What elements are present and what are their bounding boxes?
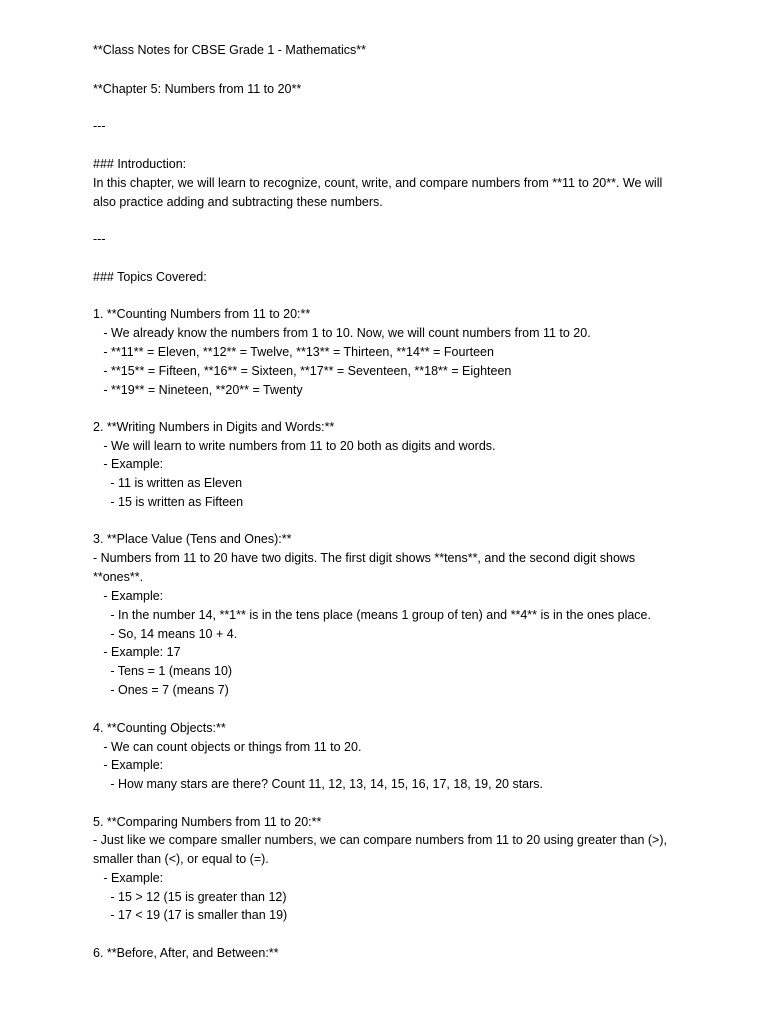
topic-heading: 2. **Writing Numbers in Digits and Words:** — [93, 420, 335, 434]
list-item: - Example: 17 — [93, 645, 181, 659]
topic-heading: 3. **Place Value (Tens and Ones):** — [93, 532, 292, 546]
list-item: - **15** = Fifteen, **16** = Sixteen, **17** = Seventeen, **18** = Eighteen — [93, 364, 512, 378]
list-item: - 15 > 12 (15 is greater than 12) — [93, 890, 287, 904]
list-item: - Just like we compare smaller numbers, we can compare numbers from 11 to 20 using greater than (>), — [93, 833, 667, 847]
list-item: - Example: — [93, 457, 164, 471]
topic-heading: 4. **Counting Objects:** — [93, 721, 226, 735]
topics-heading: ### Topics Covered: — [93, 270, 207, 284]
topic-heading: 6. **Before, After, and Between:** — [93, 946, 279, 960]
list-item: - 11 is written as Eleven — [93, 476, 243, 490]
list-item: - Numbers from 11 to 20 have two digits. The first digit shows **tens**, and the second digit shows — [93, 551, 636, 565]
list-item: - 15 is written as Fifteen — [93, 495, 244, 509]
horizontal-rule-text: --- — [93, 232, 106, 246]
list-item: **ones**. — [93, 570, 144, 584]
list-item: - So, 14 means 10 + 4. — [93, 627, 238, 641]
list-item: - We will learn to write numbers from 11 to 20 both as digits and words. — [93, 439, 496, 453]
list-item: - In the number 14, **1** is in the tens place (means 1 group of ten) and **4** is in the ones place. — [93, 608, 651, 622]
topic-heading: 5. **Comparing Numbers from 11 to 20:** — [93, 815, 322, 829]
list-item: - 17 < 19 (17 is smaller than 19) — [93, 908, 288, 922]
list-item: - Example: — [93, 758, 164, 772]
list-item: - **11** = Eleven, **12** = Twelve, **13** = Thirteen, **14** = Fourteen — [93, 345, 494, 359]
list-item: - Tens = 1 (means 10) — [93, 664, 233, 678]
list-item: - Ones = 7 (means 7) — [93, 683, 229, 697]
list-item: - We can count objects or things from 11 to 20. — [93, 740, 362, 754]
list-item: - Example: — [93, 589, 164, 603]
horizontal-rule-text: --- — [93, 119, 106, 133]
introduction-line: also practice adding and subtracting these numbers. — [93, 195, 383, 209]
list-item: - **19** = Nineteen, **20** = Twenty — [93, 383, 303, 397]
document-title: **Class Notes for CBSE Grade 1 - Mathematics** — [93, 43, 367, 57]
topic-heading: 1. **Counting Numbers from 11 to 20:** — [93, 307, 311, 321]
list-item: smaller than (<), or equal to (=). — [93, 852, 269, 866]
list-item: - How many stars are there? Count 11, 12, 13, 14, 15, 16, 17, 18, 19, 20 stars. — [93, 777, 544, 791]
introduction-heading: ### Introduction: — [93, 157, 187, 171]
list-item: - Example: — [93, 871, 164, 885]
introduction-line: In this chapter, we will learn to recognize, count, write, and compare numbers from **11 to 20**. We will — [93, 176, 663, 190]
list-item: - We already know the numbers from 1 to 10. Now, we will count numbers from 11 to 20. — [93, 326, 591, 340]
chapter-title: **Chapter 5: Numbers from 11 to 20** — [93, 82, 302, 96]
